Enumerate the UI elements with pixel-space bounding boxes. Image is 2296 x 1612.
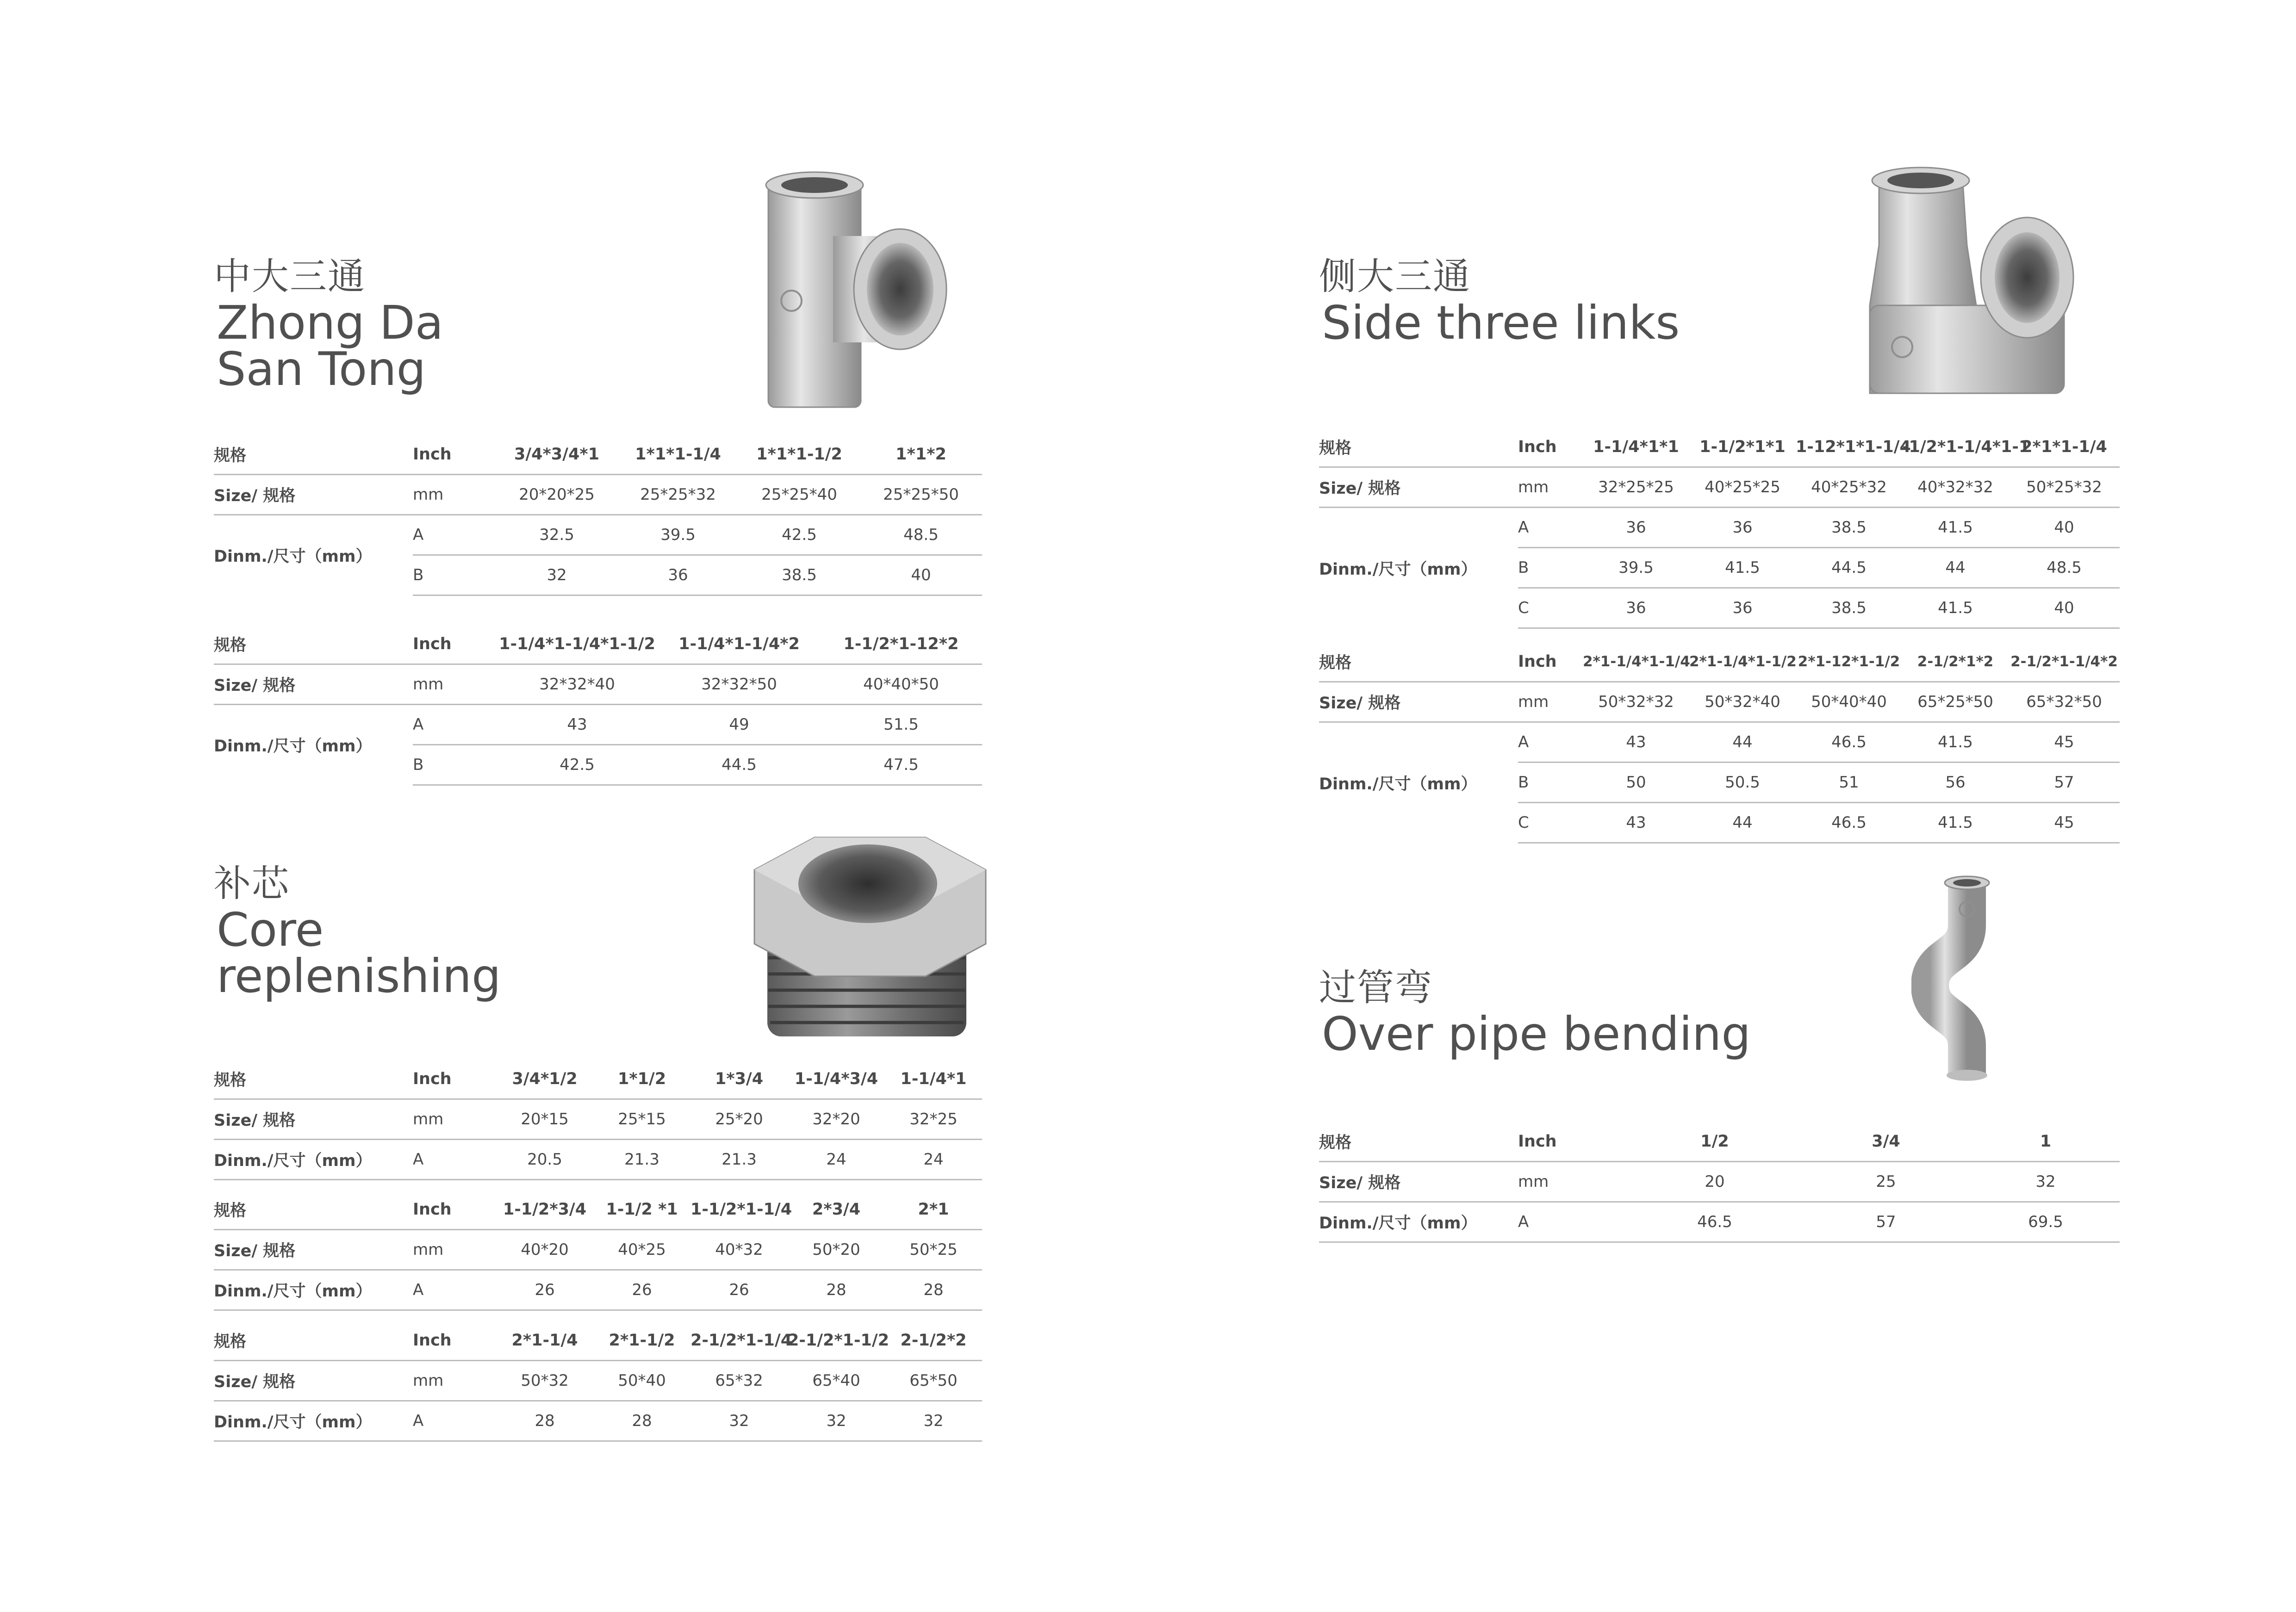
unit-mm: mm [413,1361,496,1401]
mm-cell: 50*32*40 [1689,682,1796,722]
title-en: replenishing [217,949,501,1003]
dim-code: A [413,1270,496,1310]
dim-label: Dinm./尺寸（mm） [1319,560,1477,579]
mm-cell: 20*20*25 [496,475,617,515]
inch-cell: 2*1-12*1-1/2 [1796,642,1902,682]
dim-cell: 43 [496,705,658,745]
dim-label: Dinm./尺寸（mm） [214,1270,413,1310]
dim-cell: 28 [885,1270,982,1310]
spec-table-zhong-da-2 [214,625,982,786]
spec-table-bend [1319,1122,2120,1243]
inch-cell: 1/2 [1629,1122,1800,1162]
dim-cell: 36 [617,555,739,595]
spec-table-side-2 [1319,642,2120,843]
dim-code: B [1518,548,1583,588]
unit-mm: mm [413,1099,496,1140]
dim-cell: 40 [860,555,982,595]
table-row [1319,508,2120,548]
inch-cell: 1*1*1-1/4 [617,435,739,475]
table-row [214,435,982,475]
dim-cell: 42.5 [739,515,860,555]
table-row [214,1190,982,1230]
table-row [1319,1122,2120,1162]
spec-label: 规格 [214,1060,413,1099]
inch-cell: 1-1/4*1-1/4*2 [658,625,820,664]
table-row [214,664,982,705]
unit-mm: mm [1518,467,1583,508]
unit-mm: mm [413,1230,496,1270]
dim-code: A [1518,508,1583,548]
dim-cell: 39.5 [617,515,739,555]
inch-cell: 2*1*1-1/4 [2009,428,2120,467]
dim-cell: 41.5 [1902,588,2009,628]
mm-cell: 40*40*50 [820,664,982,705]
dim-cell: 32 [691,1401,788,1441]
inch-cell: 2-1/2*1*2 [1902,642,2009,682]
table-row [214,1060,982,1099]
spec-label: 规格 [214,1321,413,1361]
inch-cell: 3/4*1/2 [496,1060,593,1099]
unit-mm: mm [1518,682,1583,722]
unit-inch: Inch [413,1321,496,1361]
spec-label: 规格 [1319,1122,1518,1162]
inch-cell: 1-1/2 *1 [593,1190,691,1230]
dim-cell: 41.5 [1902,722,2009,763]
dim-cell: 44 [1902,548,2009,588]
dim-cell: 21.3 [593,1140,691,1180]
mm-cell: 25 [1800,1162,1972,1202]
spec-table-core-3 [214,1321,982,1442]
dim-code: A [413,1140,496,1180]
dim-cell: 38.5 [739,555,860,595]
mm-cell: 65*32 [691,1361,788,1401]
dim-cell: 40 [2009,508,2120,548]
dim-cell: 41.5 [1902,508,2009,548]
title-en: Core [217,903,324,957]
size-label: Size/ 规格 [1319,1162,1518,1202]
dim-code: A [413,705,496,745]
mm-cell: 25*20 [691,1099,788,1140]
dim-cell: 32.5 [496,515,617,555]
spec-label: 规格 [1319,428,1518,467]
dim-cell: 36 [1583,588,1689,628]
dim-cell: 56 [1902,763,2009,803]
table-row [214,1099,982,1140]
inch-cell: 1-1/4*1 [885,1060,982,1099]
dim-label: Dinm./尺寸（mm） [214,547,372,566]
table-row [214,705,982,745]
table-row [1319,1202,2120,1242]
dim-cell: 46.5 [1629,1202,1800,1242]
dim-cell: 32 [496,555,617,595]
table-row [214,1361,982,1401]
size-label: Size/ 规格 [1319,467,1518,508]
dim-code: B [413,745,496,785]
inch-cell: 2-1/2*2 [885,1321,982,1361]
mm-cell: 50*40*40 [1796,682,1902,722]
dim-cell: 51 [1796,763,1902,803]
dim-cell: 48.5 [2009,548,2120,588]
mm-cell: 40*32*32 [1902,467,2009,508]
dim-cell: 50 [1583,763,1689,803]
dim-code: A [413,1401,496,1441]
dim-cell: 46.5 [1796,803,1902,843]
section-title-bend [1319,965,1751,1061]
dim-cell: 45 [2009,722,2120,763]
dim-cell: 36 [1689,588,1796,628]
inch-cell: 1-12*1*1-1/4 [1796,428,1902,467]
dim-cell: 36 [1583,508,1689,548]
unit-mm: mm [1518,1162,1629,1202]
mm-cell: 25*15 [593,1099,691,1140]
dim-cell: 69.5 [1972,1202,2120,1242]
unit-inch: Inch [1518,1122,1629,1162]
dim-cell: 42.5 [496,745,658,785]
dim-label: Dinm./尺寸（mm） [214,1401,413,1441]
dim-cell: 51.5 [820,705,982,745]
inch-cell: -1/2*1-1/4*1-1 [1902,428,2009,467]
spec-label: 规格 [214,625,413,664]
inch-cell: 2*3/4 [788,1190,885,1230]
inch-cell: 2*1-1/4*1-1/4 [1583,642,1689,682]
section-title-core [214,861,501,1003]
inch-cell: 3/4*3/4*1 [496,435,617,475]
dim-cell: 44 [1689,722,1796,763]
mm-cell: 25*25*32 [617,475,739,515]
mm-cell: 65*40 [788,1361,885,1401]
dim-code: B [413,555,496,595]
dim-cell: 24 [788,1140,885,1180]
mm-cell: 32*32*50 [658,664,820,705]
table-row [1319,428,2120,467]
unit-inch: Inch [413,435,496,475]
dim-cell: 28 [496,1401,593,1441]
inch-cell: 1*1*2 [860,435,982,475]
unit-inch: Inch [413,1190,496,1230]
dim-label: Dinm./尺寸（mm） [214,1140,413,1180]
dim-cell: 39.5 [1583,548,1689,588]
dim-cell: 49 [658,705,820,745]
mm-cell: 65*25*50 [1902,682,2009,722]
mm-cell: 32 [1972,1162,2120,1202]
size-label: Size/ 规格 [1319,682,1518,722]
inch-cell: 1-1/4*1-1/4*1-1/2 [496,625,658,664]
table-row [214,1230,982,1270]
dim-code: C [1518,588,1583,628]
dim-label: Dinm./尺寸（mm） [214,737,372,756]
title-cn: 中大三通 [214,255,366,298]
spec-label: 规格 [214,435,413,475]
inch-cell: 2-1/2*1-1/4*2 [2009,642,2120,682]
mm-cell: 32*25*25 [1583,467,1689,508]
dim-code: A [1518,722,1583,763]
inch-cell: 2-1/2*1-1/4 [691,1321,788,1361]
mm-cell: 50*32*32 [1583,682,1689,722]
mm-cell: 50*25*32 [2009,467,2120,508]
spec-label: 规格 [214,1190,413,1230]
table-row [214,625,982,664]
dim-cell: 41.5 [1902,803,2009,843]
dim-code: A [413,515,496,555]
dim-code: A [1518,1202,1629,1242]
inch-cell: 3/4 [1800,1122,1972,1162]
pipe-bend-image [1911,870,2022,1092]
mm-cell: 20*15 [496,1099,593,1140]
dim-cell: 40 [2009,588,2120,628]
table-row [214,1270,982,1310]
size-label: Size/ 规格 [214,1230,413,1270]
inch-cell: 1-1/4*3/4 [788,1060,885,1099]
inch-cell: 1*3/4 [691,1060,788,1099]
dim-cell: 44 [1689,803,1796,843]
title-cn: 补芯 [214,862,290,905]
unit-inch: Inch [1518,428,1583,467]
dim-cell: 57 [2009,763,2120,803]
mm-cell: 40*25*25 [1689,467,1796,508]
unit-inch: Inch [413,625,496,664]
mm-cell: 32*20 [788,1099,885,1140]
mm-cell: 65*32*50 [2009,682,2120,722]
title-en: Side three links [1322,296,1680,350]
inch-cell: 2*1 [885,1190,982,1230]
mm-cell: 50*32 [496,1361,593,1401]
size-label: Size/ 规格 [214,1099,413,1140]
dim-cell: 36 [1689,508,1796,548]
table-row [1319,1162,2120,1202]
title-en: Zhong Da [217,296,443,350]
dim-cell: 46.5 [1796,722,1902,763]
side-tee-image [1860,167,2092,407]
section-title-zhong-da [214,254,443,396]
inch-cell: 1*1*1-1/2 [739,435,860,475]
mm-cell: 40*25 [593,1230,691,1270]
inch-cell: 1*1/2 [593,1060,691,1099]
dim-cell: 43 [1583,722,1689,763]
title-cn: 过管弯 [1319,966,1433,1009]
size-label: Size/ 规格 [214,475,413,515]
dim-cell: 47.5 [820,745,982,785]
mm-cell: 65*50 [885,1361,982,1401]
table-row [1319,467,2120,508]
table-row [214,1401,982,1441]
spec-table-zhong-da-1 [214,435,982,596]
table-row [214,1321,982,1361]
dim-cell: 45 [2009,803,2120,843]
table-row [1319,722,2120,763]
section-title-side [1319,254,1680,350]
dim-cell: 26 [691,1270,788,1310]
dim-cell: 38.5 [1796,588,1902,628]
dim-code: C [1518,803,1583,843]
mm-cell: 50*25 [885,1230,982,1270]
dim-cell: 41.5 [1689,548,1796,588]
title-cn: 侧大三通 [1319,255,1471,298]
mm-cell: 25*25*50 [860,475,982,515]
dim-cell: 57 [1800,1202,1972,1242]
mm-cell: 40*20 [496,1230,593,1270]
title-en: Over pipe bending [1322,1007,1751,1061]
mm-cell: 32*25 [885,1099,982,1140]
dim-cell: 50.5 [1689,763,1796,803]
tee-fitting-image [740,167,953,416]
dim-cell: 44.5 [1796,548,1902,588]
inch-cell: 1-1/4*1*1 [1583,428,1689,467]
spec-table-side-1 [1319,428,2120,629]
mm-cell: 32*32*40 [496,664,658,705]
dim-label: Dinm./尺寸（mm） [1319,1202,1518,1242]
dim-cell: 38.5 [1796,508,1902,548]
spec-table-core-2 [214,1190,982,1311]
dim-cell: 26 [593,1270,691,1310]
dim-cell: 24 [885,1140,982,1180]
inch-cell: 2*1-1/4 [496,1321,593,1361]
spec-label: 规格 [1319,642,1518,682]
unit-mm: mm [413,475,496,515]
dim-cell: 32 [788,1401,885,1441]
dim-cell: 32 [885,1401,982,1441]
dim-code: B [1518,763,1583,803]
dim-cell: 26 [496,1270,593,1310]
table-row [1319,642,2120,682]
unit-inch: Inch [413,1060,496,1099]
title-en: San Tong [217,342,426,396]
mm-cell: 50*40 [593,1361,691,1401]
dim-label: Dinm./尺寸（mm） [1319,775,1477,794]
dim-cell: 48.5 [860,515,982,555]
mm-cell: 20 [1629,1162,1800,1202]
dim-cell: 44.5 [658,745,820,785]
mm-cell: 25*25*40 [739,475,860,515]
unit-inch: Inch [1518,642,1583,682]
inch-cell: 1-1/2*1*1 [1689,428,1796,467]
dim-cell: 21.3 [691,1140,788,1180]
table-row [214,1140,982,1180]
bushing-image [750,828,990,1055]
table-row [214,515,982,555]
inch-cell: 2*1-1/2 [593,1321,691,1361]
inch-cell: 1-1/2*1-1/4 [691,1190,788,1230]
dim-cell: 28 [788,1270,885,1310]
dim-cell: 20.5 [496,1140,593,1180]
inch-cell: 1-1/2*1-12*2 [820,625,982,664]
inch-cell: 1-1/2*3/4 [496,1190,593,1230]
inch-cell: 1 [1972,1122,2120,1162]
unit-mm: mm [413,664,496,705]
dim-cell: 28 [593,1401,691,1441]
inch-cell: 2-1/2*1-1/2 [788,1321,885,1361]
inch-cell: 2*1-1/4*1-1/2 [1689,642,1796,682]
table-row [214,475,982,515]
mm-cell: 40*25*32 [1796,467,1902,508]
mm-cell: 40*32 [691,1230,788,1270]
mm-cell: 50*20 [788,1230,885,1270]
table-row [1319,682,2120,722]
size-label: Size/ 规格 [214,664,413,705]
size-label: Size/ 规格 [214,1361,413,1401]
dim-cell: 43 [1583,803,1689,843]
spec-table-core-1 [214,1060,982,1180]
